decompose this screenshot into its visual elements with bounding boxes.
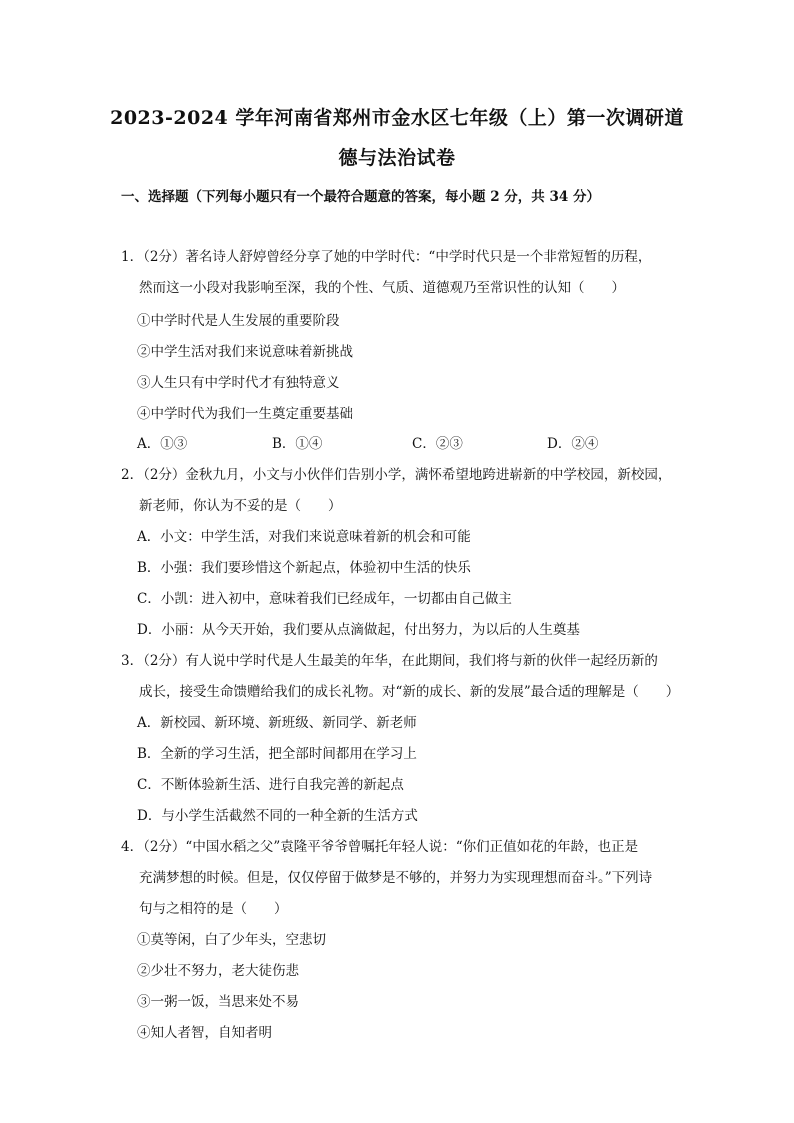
q2-option-d: D．小丽：从今天开始，我们要从点滴做起，付出努力，为以后的人生奠基: [137, 622, 580, 638]
q3-option-a: A．新校园、新环境、新班级、新同学、新老师: [137, 715, 417, 731]
q4-statement-1: ①莫等闲，白了少年头，空悲切: [137, 932, 326, 948]
q2-option-b: B．小强：我们要珍惜这个新起点，体验初中生活的快乐: [137, 560, 471, 576]
q1-choice-b: B．①④: [272, 436, 323, 452]
question-3-line1: 3．（2分）有人说中学时代是人生最美的年华，在此期间，我们将与新的伙伴一起经历新的: [121, 653, 658, 669]
q1-statement-1: ①中学时代是人生发展的重要阶段: [137, 313, 340, 329]
q3-option-b: B．全新的学习生活，把全部时间都用在学习上: [137, 746, 417, 762]
q1-statement-3: ③人生只有中学时代才有独特意义: [137, 375, 340, 391]
exam-title-line2: 德与法治试卷: [338, 147, 456, 169]
q3-option-c: C．不断体验新生活、进行自我完善的新起点: [137, 777, 404, 793]
q1-statement-2: ②中学生活对我们来说意味着新挑战: [137, 344, 353, 360]
section-header: 一、选择题（下列每小题只有一个最符合题意的答案，每小题 2 分，共 34 分）: [121, 189, 600, 205]
q1-choice-d: D．②④: [547, 436, 599, 452]
question-2-line2: 新老师，你认为不妥的是（ ）: [139, 498, 342, 514]
q4-statement-3: ③一粥一饭，当思来处不易: [137, 994, 299, 1010]
question-3-line2: 成长，接受生命馈赠给我们的成长礼物。对“新的成长、新的发展”最合适的理解是（ ）: [139, 684, 680, 700]
q4-statement-2: ②少壮不努力，老大徒伤悲: [137, 963, 299, 979]
q1-choice-c: C．②③: [412, 436, 463, 452]
question-4-line2: 充满梦想的时候。但是，仅仅停留于做梦是不够的，并努力为实现理想而奋斗。”下列诗: [139, 870, 653, 886]
exam-title-line1: 2023-2024 学年河南省郑州市金水区七年级（上）第一次调研道: [110, 107, 684, 129]
question-1-line2: 然而这一小段对我影响至深，我的个性、气质、道德观乃至常识性的认知（ ）: [139, 280, 625, 296]
question-1-line1: 1．（2分）著名诗人舒婷曾经分享了她的中学时代：“中学时代只是一个非常短暂的历程，: [121, 249, 652, 265]
question-4-line3: 句与之相符的是（ ）: [139, 901, 288, 917]
q3-option-d: D．与小学生活截然不同的一种全新的生活方式: [137, 808, 418, 824]
q1-choice-a: A．①③: [137, 436, 188, 452]
q4-statement-4: ④知人者智，自知者明: [137, 1025, 272, 1041]
q2-option-c: C．小凯：进入初中，意味着我们已经成年，一切都由自己做主: [137, 591, 512, 607]
question-2-line1: 2．（2分）金秋九月，小文与小伙伴们告别小学，满怀希望地跨进崭新的中学校园，新校园，: [121, 467, 672, 483]
q2-option-a: A．小文：中学生活，对我们来说意味着新的机会和可能: [137, 529, 471, 545]
question-4-line1: 4．（2分）“中国水稻之父”袁隆平爷爷曾嘱托年轻人说：“你们正值如花的年龄，也正是: [121, 839, 639, 855]
q1-statement-4: ④中学时代为我们一生奠定重要基础: [137, 406, 353, 422]
